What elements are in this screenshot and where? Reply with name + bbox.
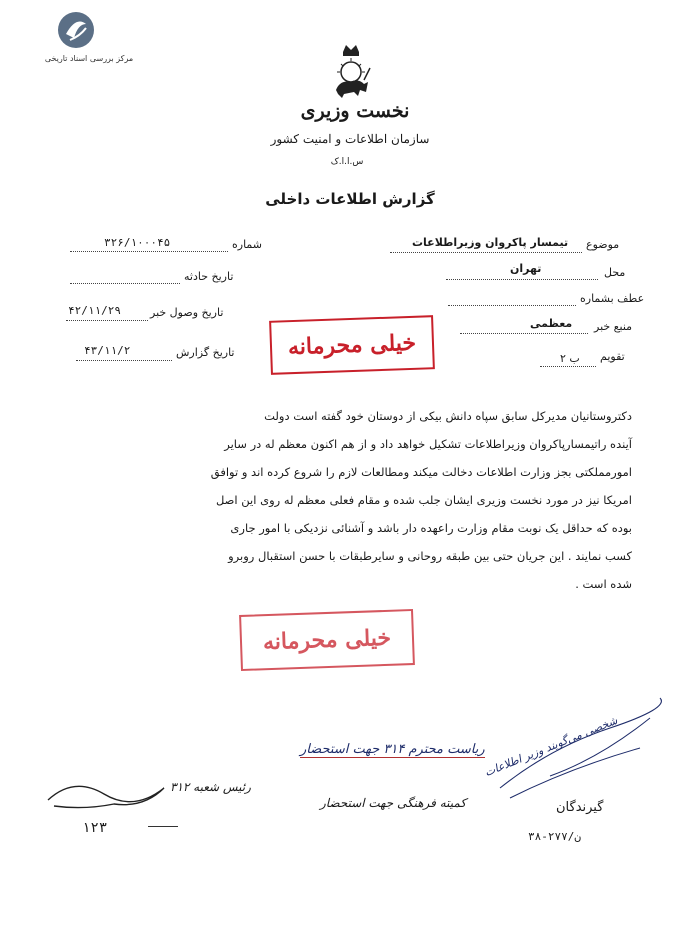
report-date-dots xyxy=(76,360,172,361)
rating-value: ب ۲ xyxy=(560,352,580,365)
body-line: دکتروستانیان مدیرکل سابق سپاه دانش بیکی از دوستان خود گفته است دولت xyxy=(264,409,632,423)
committee-note: کمیته فرهنگی جهت استحضار xyxy=(320,796,467,810)
number-label: شماره xyxy=(232,238,263,251)
report-body xyxy=(72,402,632,598)
body-line: بوده که حداقل یک نوبت مقام وزارت راعهده دار باشد و آشنائی نزدیکی با امور جاری xyxy=(230,521,632,535)
head-signature-scribble-icon xyxy=(44,770,184,820)
confidential-stamp-top: خیلی محرمانه xyxy=(269,315,435,375)
location-value: تهران xyxy=(510,262,542,275)
report-title: گزارش اطلاعات داخلی xyxy=(265,190,435,208)
source-dots xyxy=(460,333,588,334)
margin-note: شخصی می‌گویند وزیر اطلاعات xyxy=(482,713,620,780)
page-number: ۱۲۳ xyxy=(82,820,108,836)
subject-label: موضوع xyxy=(586,238,620,251)
number-dots xyxy=(70,251,228,252)
incident-date-dots xyxy=(70,283,180,284)
source-label: منبع خبر xyxy=(594,320,633,333)
subject-value: تیمسار پاکروان وزیراطلاعات xyxy=(412,236,569,249)
body-line: شده است . xyxy=(575,577,632,591)
reference-label: عطف بشماره xyxy=(580,292,645,305)
body-line: امریکا نیز در مورد نخست وزیری ایشان جلب شده و مقام فعلی معظم له روی این اصل xyxy=(215,493,632,507)
lion-and-sun-emblem-icon xyxy=(328,42,374,104)
report-date-label: تاریخ گزارش xyxy=(176,346,235,359)
ministry-name: نخست وزیری xyxy=(300,100,410,122)
body-line: امورمملکتی بجز وزارت اطلاعات دخالت میکند ومطالعات لازم را شروع کرده اند و توافق xyxy=(210,465,632,479)
head-signature: رئیس شعبه ۳۱۲ xyxy=(170,780,251,794)
reference-dots xyxy=(448,305,576,306)
location-label: محل xyxy=(604,266,626,279)
margin-scribble-icon xyxy=(490,688,670,808)
received-date-dots xyxy=(66,320,148,321)
incident-date-label: تاریخ حادثه xyxy=(184,270,234,283)
archive-caption: مرکز بررسی اسناد تاریخی xyxy=(44,54,134,63)
received-date-value: ۴۲/۱۱/۲۹ xyxy=(68,304,121,317)
subject-dots xyxy=(390,252,582,253)
rating-label: تقویم xyxy=(600,350,625,363)
organization-code: س.ا.ا.ک xyxy=(330,157,364,167)
confidential-stamp-bottom: خیلی محرمانه xyxy=(239,609,415,671)
report-date-value: ۴۳/۱۱/۲ xyxy=(84,344,131,357)
organization-name: سازمان اطلاعات و امنیت کشور xyxy=(270,132,430,146)
document-code: ۳۸-۲۷۷/ن xyxy=(528,830,581,843)
body-line: آینده راتیمسارپاکروان وزیراطلاعات تشکیل خواهد داد و از هم اکنون معظم له در سایر xyxy=(224,437,632,451)
body-line: کسب نمایند . این جریان حتی بین طبقه روحانی و سایرطبقات با حسن استقبال روبرو xyxy=(228,549,632,563)
recipients-label: گیرندگان xyxy=(556,800,604,815)
number-value: ۳۲۶/۱۰۰۰۴۵ xyxy=(104,236,171,249)
archive-logo xyxy=(56,10,96,50)
chief-note: ریاست محترم ۳۱۴ جهت استحضار xyxy=(300,742,485,757)
page-number-rule xyxy=(148,826,178,827)
received-date-label: تاریخ وصول خبر xyxy=(150,306,224,319)
rating-dots xyxy=(540,366,596,367)
source-value: معظمی xyxy=(530,317,573,330)
location-dots xyxy=(446,279,598,280)
